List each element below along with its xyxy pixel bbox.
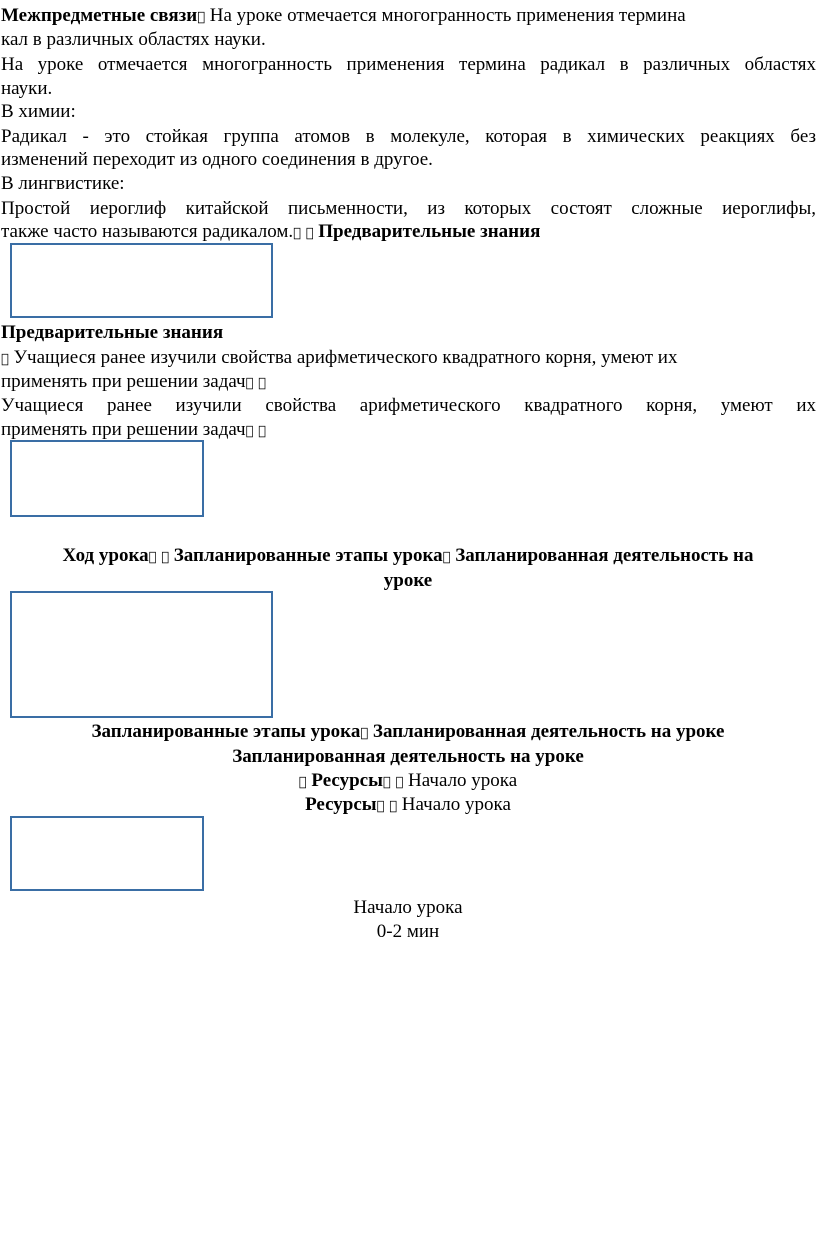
lesson-start-text: Начало урока	[391, 770, 501, 791]
planned-stages-text: Запланированные этапы урока	[91, 721, 361, 742]
bullet-glyph-icon	[258, 376, 266, 391]
lesson-start-duration: 0-2 мин	[376, 921, 440, 942]
lesson-start-label: Начало урока	[353, 897, 463, 918]
bullet-glyph-icon	[197, 10, 202, 25]
bullet-glyph-icon	[306, 226, 314, 241]
bullet-glyph-icon	[1, 352, 9, 367]
image-placeholder-3	[10, 591, 273, 718]
prior-knowledge-text: применять при решении задач	[1, 419, 246, 440]
intro-line-4: науки.	[1, 78, 53, 99]
bullet-glyph-icon	[380, 775, 385, 790]
bullet-glyph-icon	[161, 550, 169, 565]
resources-heading: Ресурсы	[305, 794, 377, 815]
prior-knowledge-inline-heading: Предварительные знания	[297, 221, 520, 242]
prior-knowledge-text: Учащиеся ранее изучили свойства арифметического квадратного корня, умеют их	[1, 347, 665, 368]
prior-knowledge-heading	[1, 321, 223, 345]
lesson-flow-heading: Ход урока	[62, 545, 149, 566]
prior-knowledge-text: применять при решении задач	[1, 371, 246, 392]
intro-line-3: На уроке отмечается многогранность применения термина радикал в различных областях	[1, 54, 816, 75]
interdisciplinary-heading: Межпредметные связи	[1, 5, 198, 26]
planned-stages-heading: Запланированные этапы урока	[163, 545, 433, 566]
lesson-flow-heading-line-2	[0, 569, 816, 593]
chemistry-label: В химии:	[1, 101, 76, 122]
intro-text: На уроке отмечается многогранность применения термина	[201, 5, 678, 26]
planned-activity-text: Запланированная деятельность на уроке	[368, 721, 721, 742]
planned-activity-heading: Запланированная деятельность на	[440, 545, 739, 566]
prior-knowledge-line-3: Учащиеся ранее изучили свойства арифметического квадратного корня, умеют их	[1, 395, 816, 416]
planned-activity-line	[0, 745, 816, 769]
bullet-glyph-icon	[293, 226, 298, 241]
chemistry-definition-line-1: Радикал - это стойкая группа атомов в молекуле, которая в химических реакциях без	[1, 126, 816, 147]
bullet-glyph-icon	[380, 799, 385, 814]
prior-knowledge-line-1	[1, 346, 677, 372]
planned-activity-text: Запланированная деятельность на уроке	[232, 746, 584, 767]
intro-line-2: кал в различных областях науки.	[1, 29, 266, 50]
chemistry-definition-line-2: изменений переходит из одного соединения в другое.	[1, 149, 433, 170]
prior-knowledge-heading-text: Предварительные знания	[1, 322, 224, 343]
bullet-glyph-icon	[436, 550, 441, 565]
linguistics-definition-line-1: Простой иероглиф китайской письменности, из которых состоят сложные иероглифы,	[1, 198, 816, 219]
bullet-glyph-icon	[299, 775, 307, 790]
bullet-glyph-icon	[364, 726, 369, 741]
bullet-glyph-icon	[395, 775, 403, 790]
bullet-glyph-icon	[245, 424, 250, 439]
image-placeholder-4	[10, 816, 204, 891]
resources-line-1	[0, 769, 816, 795]
bullet-glyph-icon	[152, 550, 158, 565]
lesson-start-text: Начало урока	[391, 794, 501, 815]
image-placeholder-1	[10, 243, 273, 318]
intro-line-1	[1, 4, 686, 30]
bullet-glyph-icon	[389, 799, 397, 814]
bullet-glyph-icon	[258, 424, 266, 439]
bullet-glyph-icon	[245, 376, 250, 391]
image-placeholder-2	[10, 440, 204, 517]
linguistics-text: также часто называются радикалом.	[1, 221, 294, 242]
planned-activity-heading-end: уроке	[383, 570, 433, 591]
planned-stages-line	[0, 720, 816, 746]
prior-knowledge-line-2	[1, 370, 266, 396]
lesson-flow-heading-line-1	[0, 544, 816, 570]
resources-heading: Ресурсы	[305, 770, 377, 791]
linguistics-label: В лингвистике:	[1, 173, 125, 194]
